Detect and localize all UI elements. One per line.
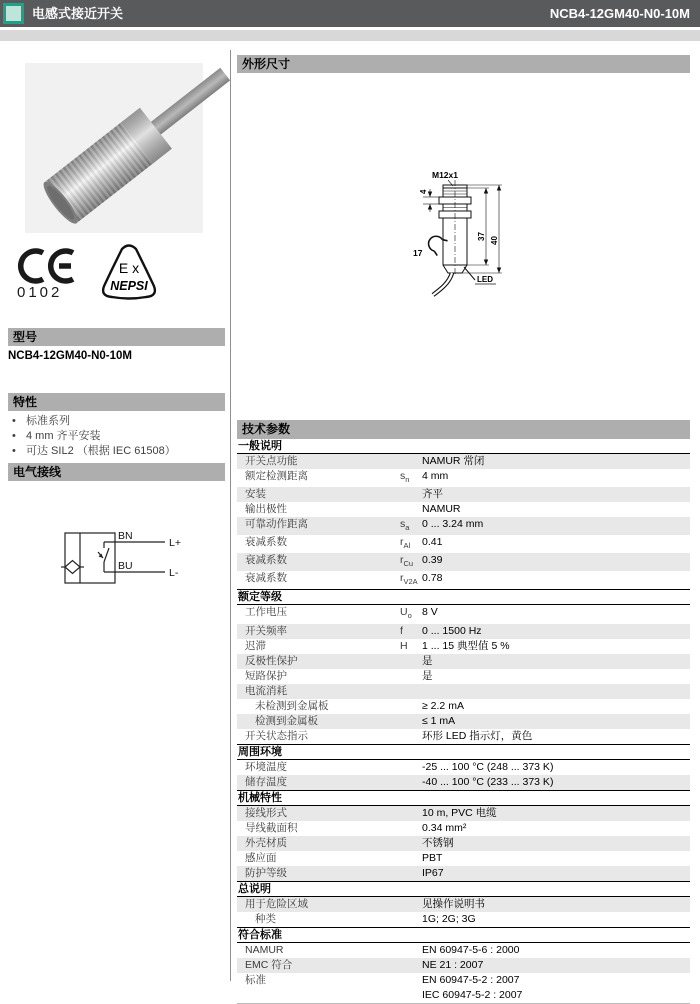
spec-row: 标准 EN 60947-5-2 : 2007 IEC 60947-5-2 : 2007 [245,973,523,1001]
brand-square-icon [3,3,24,24]
wire-bn-label: BN [118,530,133,542]
spec-group-title: 机械特性 [237,790,690,806]
spec-row: 额定检测距离 $s_n$ 4 mm [245,470,449,485]
ce-mark-icon [18,248,80,288]
spec-row: 开关状态指示 环形 LED 指示灯，黄色 [245,729,533,742]
page-header [0,0,700,27]
spec-row: 可靠动作距离 $s_a$ 0 ... 3.24 mm [237,517,690,535]
spec-row: 防护等级 IP67 [237,866,690,881]
dim-37-label: 37 [477,232,486,241]
spec-group-title: 总说明 [237,881,690,897]
spec-row: 迟滞 H 1 ... 15 典型值 5 % [245,639,510,652]
model-number-value: NCB4-12GM40-N0-10M [8,350,132,362]
nepsi-name-label: NEPSI [110,279,148,293]
spec-group-title: 额定等级 [237,589,690,605]
features-section-header: 特性 [8,393,225,411]
technical-data-section [237,420,690,1004]
spec-row: 开关点功能 NAMUR 常闭 [237,454,690,469]
dimension-drawing [393,163,553,308]
feature-item: • 标准系列 [12,415,70,427]
spec-row: 工作电压 $U_o$ 8 V [245,606,438,621]
spec-row: 电流消耗 [237,684,690,699]
spec-row: 接线形式 10 m, PVC 电缆 [237,806,690,821]
model-section-header: 型号 [8,328,225,346]
spec-group-title: 符合标准 [237,927,690,943]
thread-size-label: M12x1 [432,170,458,180]
feature-item: • 可达 SIL2 （根据 IEC 61508） [12,445,176,457]
spec-table [237,439,690,1003]
spec-row: 外壳材质 不锈钢 [237,836,690,851]
features-list [10,414,225,459]
spec-row: 储存温度 -40 ... 100 °C (233 ... 373 K) [237,775,690,790]
dimensions-section-header: 外形尺寸 [237,55,690,73]
wrench-size-label: 17 [413,248,423,258]
spec-row: 安装 齐平 [237,487,690,502]
spec-row: 种类 1G; 2G; 3G [255,912,476,925]
spec-row: 检测到金属板 ≤ 1 mA [237,714,690,729]
spec-row: 短路保护 是 [245,669,433,682]
spec-group-title: 一般说明 [237,439,690,454]
spec-row: 衰减系数 $r_{Cu}$ 0.39 [237,553,690,571]
ce-notified-body-number: 0102 [17,284,63,301]
nepsi-ex-label: E x [118,260,140,276]
product-type-title: 电感式接近开关 [32,6,124,21]
wire-bu-label: BU [118,560,133,572]
wire-lminus-label: L- [169,567,179,579]
ex-nepsi-icon [95,240,163,304]
spec-row: 衰减系数 $r_{Al}$ 0.41 [245,536,443,551]
spec-row: 环境温度 -25 ... 100 °C (248 ... 373 K) [245,760,554,773]
spec-row: 用于危险区域 见操作说明书 [237,897,690,912]
header-model-number: NCB4-12GM40-N0-10M [549,6,690,21]
feature-item: • 4 mm 齐平安装 [12,430,101,442]
technical-data-header: 技术参数 [237,420,690,439]
header-substrip [0,30,700,41]
spec-row: 输出极性 NAMUR [245,503,461,516]
wiring-diagram [8,495,225,595]
spec-row: 反极性保护 是 [237,654,690,669]
column-divider [230,50,231,981]
spec-row: 开关频率 f 0 ... 1500 Hz [237,624,690,639]
dim-40-label: 40 [490,236,499,245]
product-photo [25,55,203,250]
wire-lplus-label: L+ [169,537,181,549]
spec-row: 导线截面积 0.34 mm² [245,821,467,834]
spec-row: 未检测到金属板 ≥ 2.2 mA [255,699,464,712]
spec-row: NAMUR EN 60947-5-6 : 2000 [245,943,520,956]
wiring-section-header: 电气接线 [8,463,225,481]
spec-group-title: 周围环境 [237,744,690,760]
spec-row: 衰减系数 $r_{V2A}$ 0.78 [245,572,443,587]
dim-4-label: 4 [419,189,428,194]
spec-row: EMC 符合 NE 21 : 2007 [237,958,690,973]
led-label: LED [477,275,493,284]
spec-row: 感应面 PBT [245,851,443,864]
